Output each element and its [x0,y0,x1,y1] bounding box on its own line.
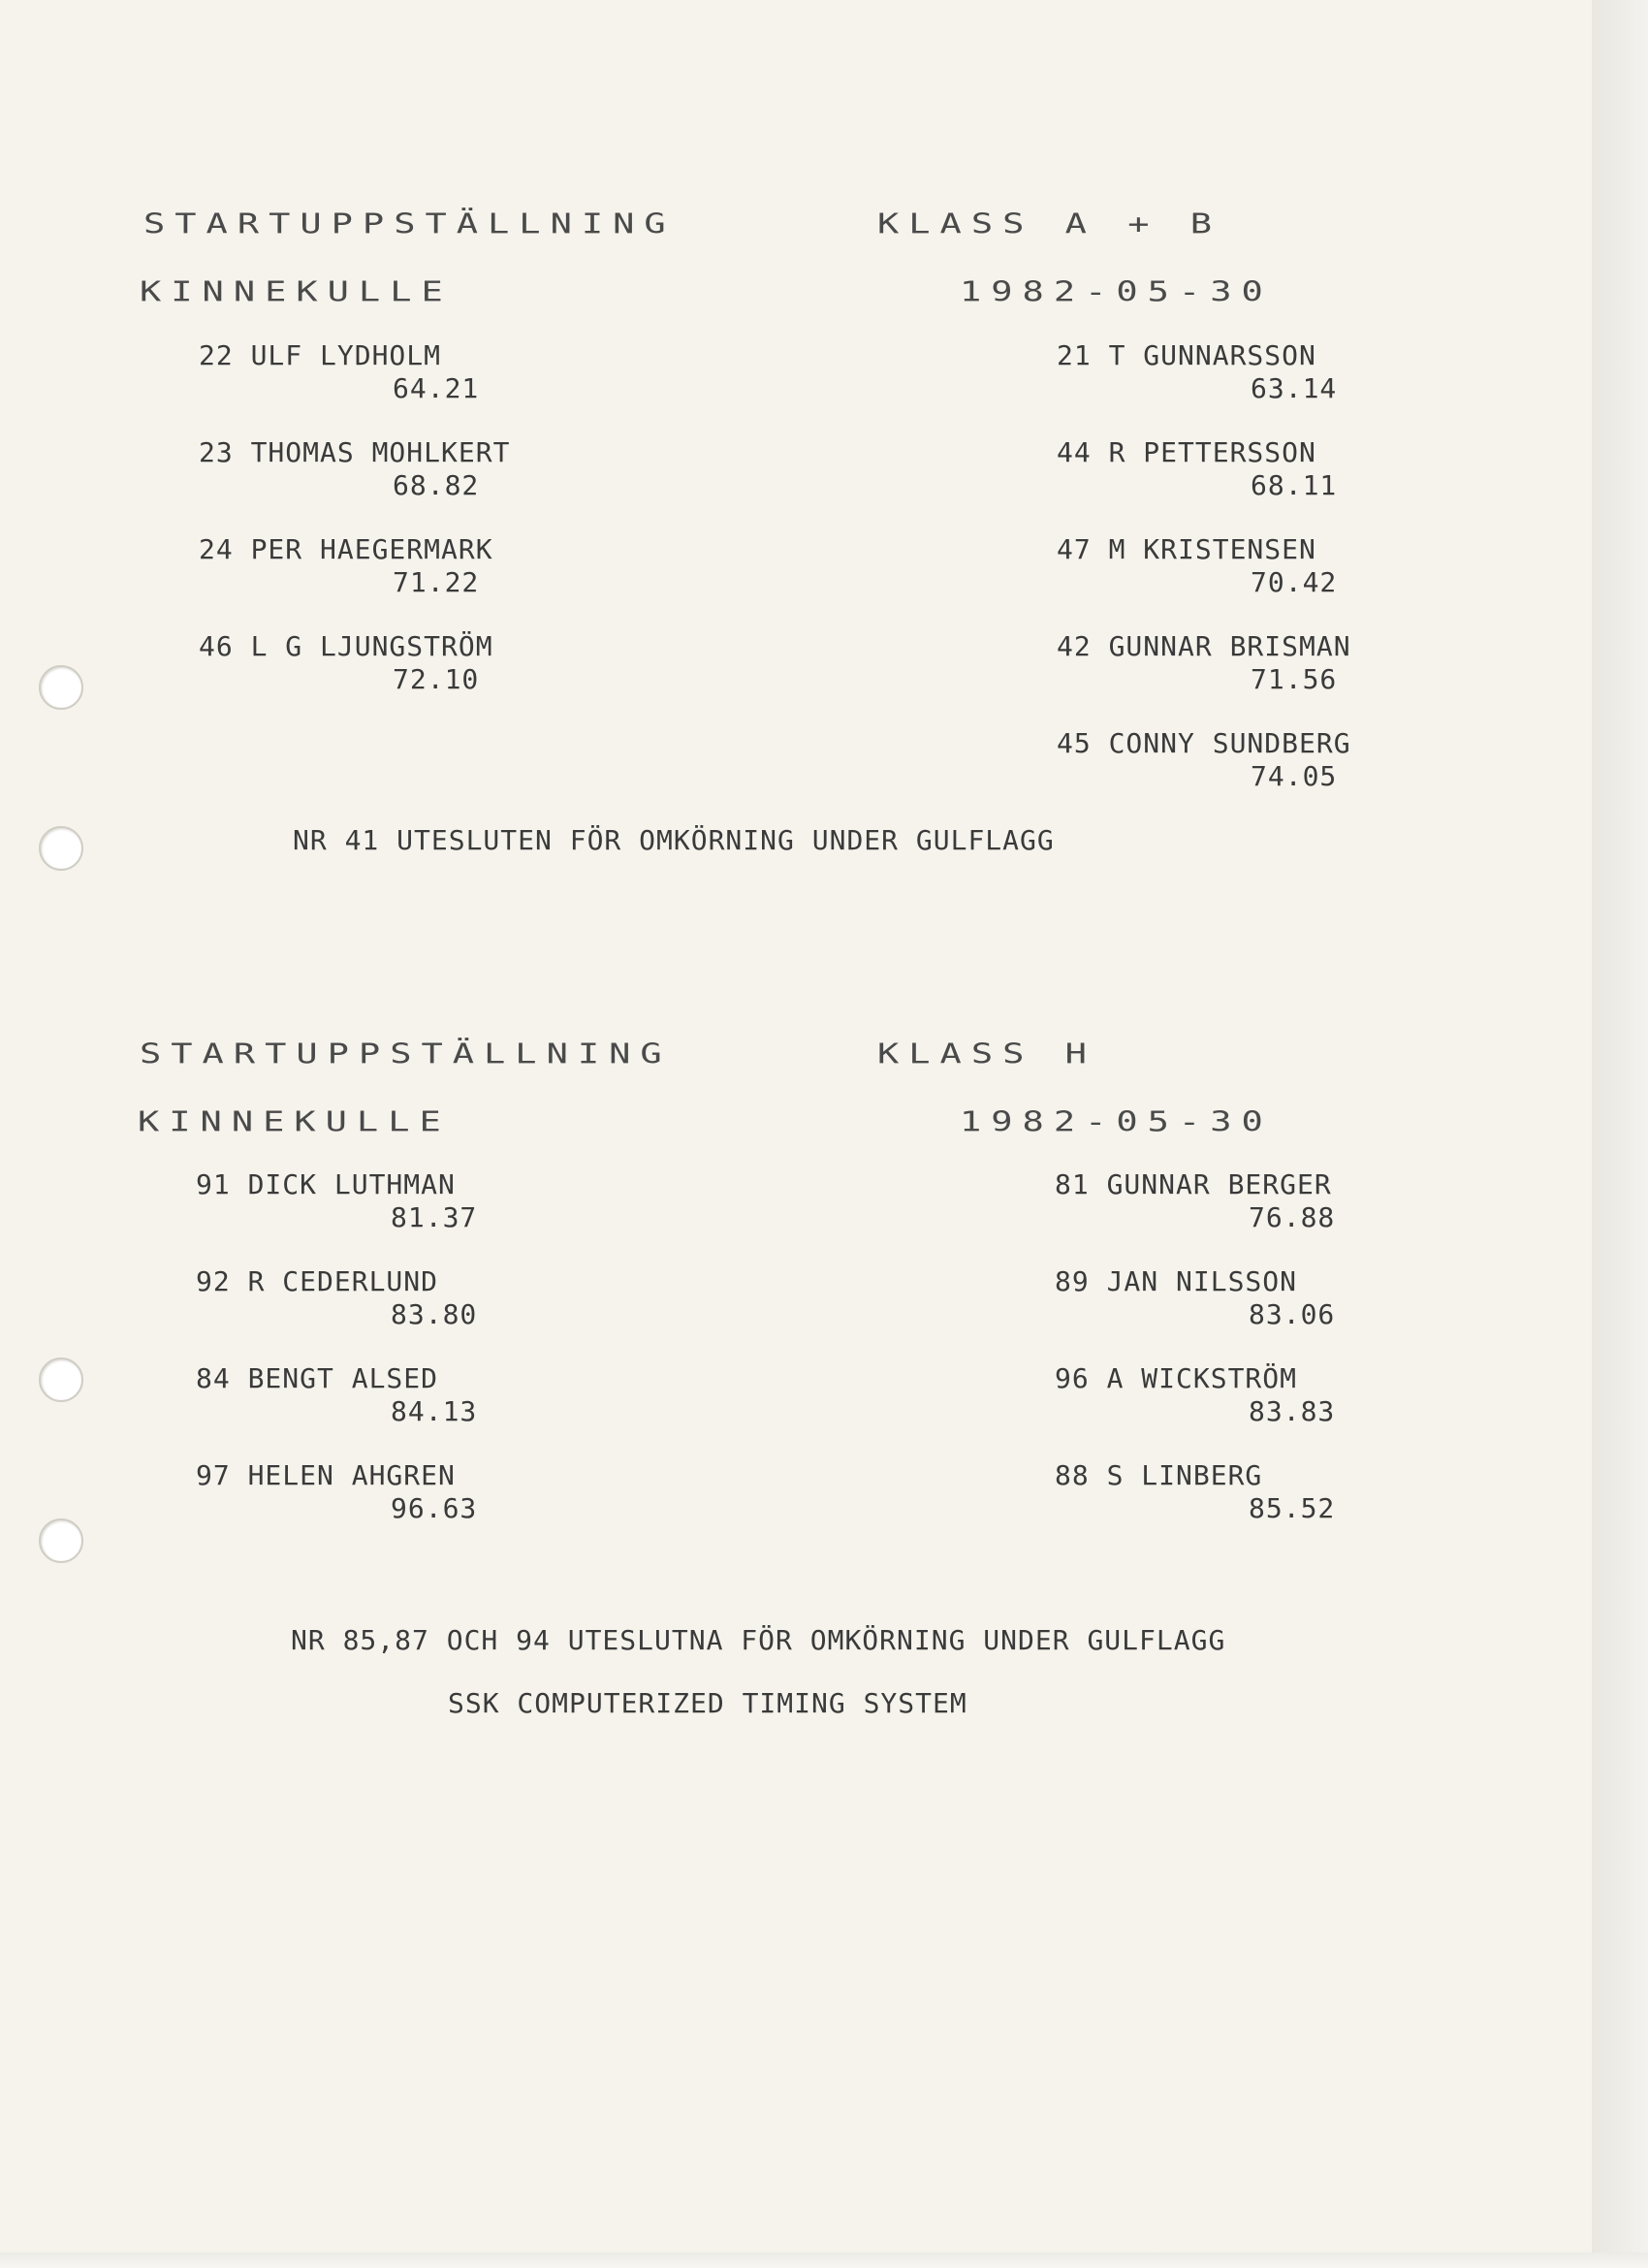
venue-label: KINNEKULLE [138,1105,451,1138]
entry-time: 72.10 [393,663,480,695]
entry-label: 84 BENGT ALSED [196,1362,439,1394]
entry-label: 23 THOMAS MOHLKERT [199,436,511,468]
entry-time: 63.14 [1251,372,1338,404]
punch-hole [39,826,83,871]
punch-hole [39,1518,83,1563]
exclusion-note: NR 41 UTESLUTEN FÖR OMKÖRNING UNDER GULFLAGG [293,824,1055,856]
entry-label: 88 S LINBERG [1055,1459,1263,1491]
entry-label: 92 R CEDERLUND [196,1265,439,1297]
entry-label: 89 JAN NILSSON [1055,1265,1298,1297]
entry-label: 22 ULF LYDHOLM [199,339,442,371]
entry-time: 83.06 [1249,1298,1336,1330]
entry-time: 70.42 [1251,566,1338,598]
entry-time: 64.21 [393,372,480,404]
class-label: KLASS A + B [877,208,1222,240]
entry-label: 42 GUNNAR BRISMAN [1057,630,1351,662]
section-title: STARTUPPSTÄLLNING [143,208,676,240]
entry-time: 83.80 [391,1298,478,1330]
class-label: KLASS H [877,1038,1096,1070]
entry-time: 74.05 [1251,760,1338,792]
date-label: 1982-05-30 [960,275,1273,308]
entry-label: 97 HELEN AHGREN [196,1459,456,1491]
entry-time: 84.13 [391,1395,478,1427]
entry-time: 83.83 [1249,1395,1336,1427]
date-label: 1982-05-30 [960,1105,1273,1138]
entry-time: 68.82 [393,469,480,501]
entry-label: 24 PER HAEGERMARK [199,533,493,565]
venue-label: KINNEKULLE [140,275,453,308]
entry-label: 81 GUNNAR BERGER [1055,1168,1332,1200]
entry-label: 21 T GUNNARSSON [1057,339,1316,371]
entry-label: 45 CONNY SUNDBERG [1057,727,1351,759]
entry-time: 81.37 [391,1201,478,1233]
entry-time: 71.22 [393,566,480,598]
footer-system-label: SSK COMPUTERIZED TIMING SYSTEM [448,1687,967,1719]
paper-edge-right [1592,0,1648,2268]
section-title: STARTUPPSTÄLLNING [140,1038,672,1070]
entry-label: 91 DICK LUTHMAN [196,1168,456,1200]
entry-time: 76.88 [1249,1201,1336,1233]
entry-label: 44 R PETTERSSON [1057,436,1316,468]
entry-time: 71.56 [1251,663,1338,695]
punch-hole [39,1358,83,1402]
paper-edge-bottom [0,2252,1648,2268]
entry-time: 85.52 [1249,1492,1336,1524]
entry-time: 96.63 [391,1492,478,1524]
exclusion-note: NR 85,87 OCH 94 UTESLUTNA FÖR OMKÖRNING UNDER GULFLAGG [291,1624,1226,1656]
entry-time: 68.11 [1251,469,1338,501]
entry-label: 46 L G LJUNGSTRÖM [199,630,493,662]
entry-label: 47 M KRISTENSEN [1057,533,1316,565]
entry-label: 96 A WICKSTRÖM [1055,1362,1298,1394]
punch-hole [39,665,83,710]
